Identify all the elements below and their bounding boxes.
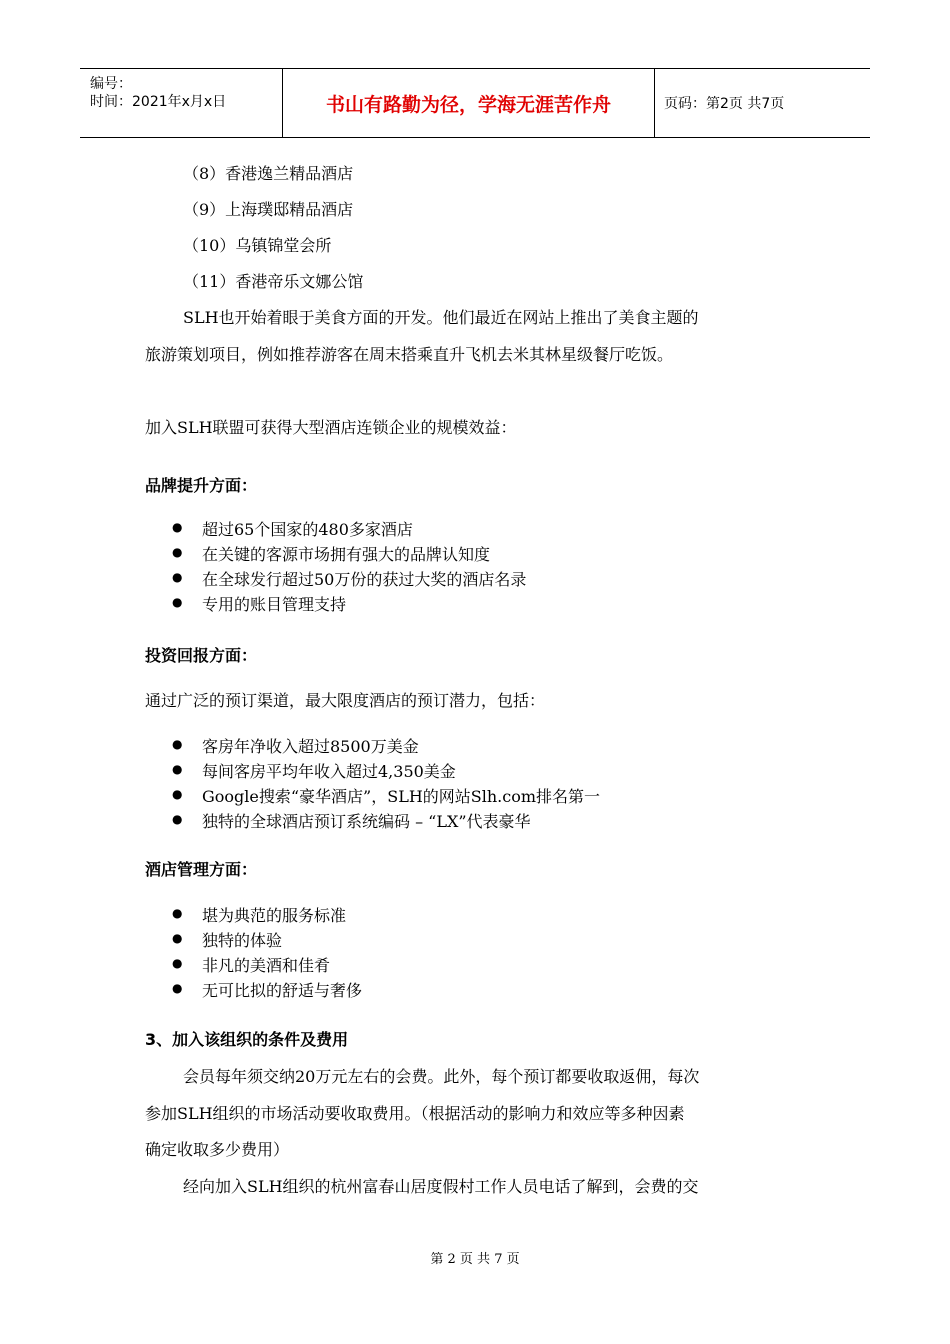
header-left-cell	[80, 69, 282, 137]
list-item: （8）香港逸兰精品酒店	[183, 164, 354, 183]
bullet-item: 非凡的美酒和佳肴	[202, 956, 331, 975]
section-heading-mgmt: 酒店管理方面：	[145, 860, 258, 879]
bullet-icon: ●	[172, 570, 183, 584]
bullet-icon: ●	[172, 787, 183, 801]
bullet-item: 在全球发行超过50万份的获过大奖的酒店名录	[202, 570, 527, 589]
page-header	[80, 68, 870, 138]
bullet-item: 堪为典范的服务标准	[202, 906, 347, 925]
header-page-info: 页码：第2页 共7页	[664, 96, 785, 112]
bullet-icon: ●	[172, 981, 183, 995]
section-intro: 通过广泛的预订渠道，最大限度酒店的预订潜力，包括：	[145, 691, 546, 710]
list-item: （9）上海璞邸精品酒店	[183, 200, 354, 219]
list-item: （11）香港帝乐文娜公馆	[183, 272, 364, 291]
paragraph-line: 旅游策划项目，例如推荐游客在周末搭乘直升飞机去米其林星级餐厅吃饭。	[145, 345, 674, 364]
page-footer: 第 2 页 共 7 页	[430, 1252, 520, 1267]
list-item: （10）乌镇锦堂会所	[183, 236, 332, 255]
bullet-item: 每间客房平均年收入超过4,350美金	[202, 762, 456, 781]
time-label: 时间：2021年x月x日	[90, 94, 227, 110]
section-heading-brand: 品牌提升方面：	[145, 476, 258, 495]
intro-line: 加入SLH联盟可获得大型酒店连锁企业的规模效益：	[145, 418, 517, 437]
bullet-icon: ●	[172, 545, 183, 559]
bullet-icon: ●	[172, 520, 183, 534]
bullet-item: 专用的账目管理支持	[202, 595, 347, 614]
paragraph-line: 经向加入SLH组织的杭州富春山居度假村工作人员电话了解到，会费的交	[183, 1177, 699, 1196]
bullet-icon: ●	[172, 906, 183, 920]
bullet-item: Google搜索“豪华酒店”，SLH的网站Slh.com排名第一	[202, 787, 601, 806]
bullet-item: 独特的体验	[202, 931, 283, 950]
paragraph-line: 会员每年须交纳20万元左右的会费。此外，每个预订都要收取返佣，每次	[183, 1067, 700, 1086]
bullet-icon: ●	[172, 931, 183, 945]
bullet-item: 无可比拟的舒适与奢侈	[202, 981, 363, 1000]
number-label: 编号：	[90, 76, 132, 92]
bullet-item: 在关键的客源市场拥有强大的品牌认知度	[202, 545, 491, 564]
bullet-item: 独特的全球酒店预订系统编码 – “LX”代表豪华	[202, 812, 531, 831]
bullet-item: 超过65个国家的480多家酒店	[202, 520, 413, 539]
bullet-icon: ●	[172, 956, 183, 970]
bullet-icon: ●	[172, 595, 183, 609]
paragraph-line: SLH也开始着眼于美食方面的开发。他们最近在网站上推出了美食主题的	[183, 308, 699, 327]
paragraph-line: 参加SLH组织的市场活动要收取费用。（根据活动的影响力和效应等多种因素	[145, 1104, 685, 1123]
bullet-icon: ●	[172, 812, 183, 826]
bullet-icon: ●	[172, 762, 183, 776]
bullet-icon: ●	[172, 737, 183, 751]
section-heading-3: 3、加入该组织的条件及费用	[145, 1030, 349, 1049]
header-motto: 书山有路勤为径，学海无涯苦作舟	[282, 69, 655, 137]
section-heading-invest: 投资回报方面：	[145, 646, 258, 665]
paragraph-line: 确定收取多少费用）	[145, 1140, 290, 1159]
bullet-item: 客房年净收入超过8500万美金	[202, 737, 419, 756]
